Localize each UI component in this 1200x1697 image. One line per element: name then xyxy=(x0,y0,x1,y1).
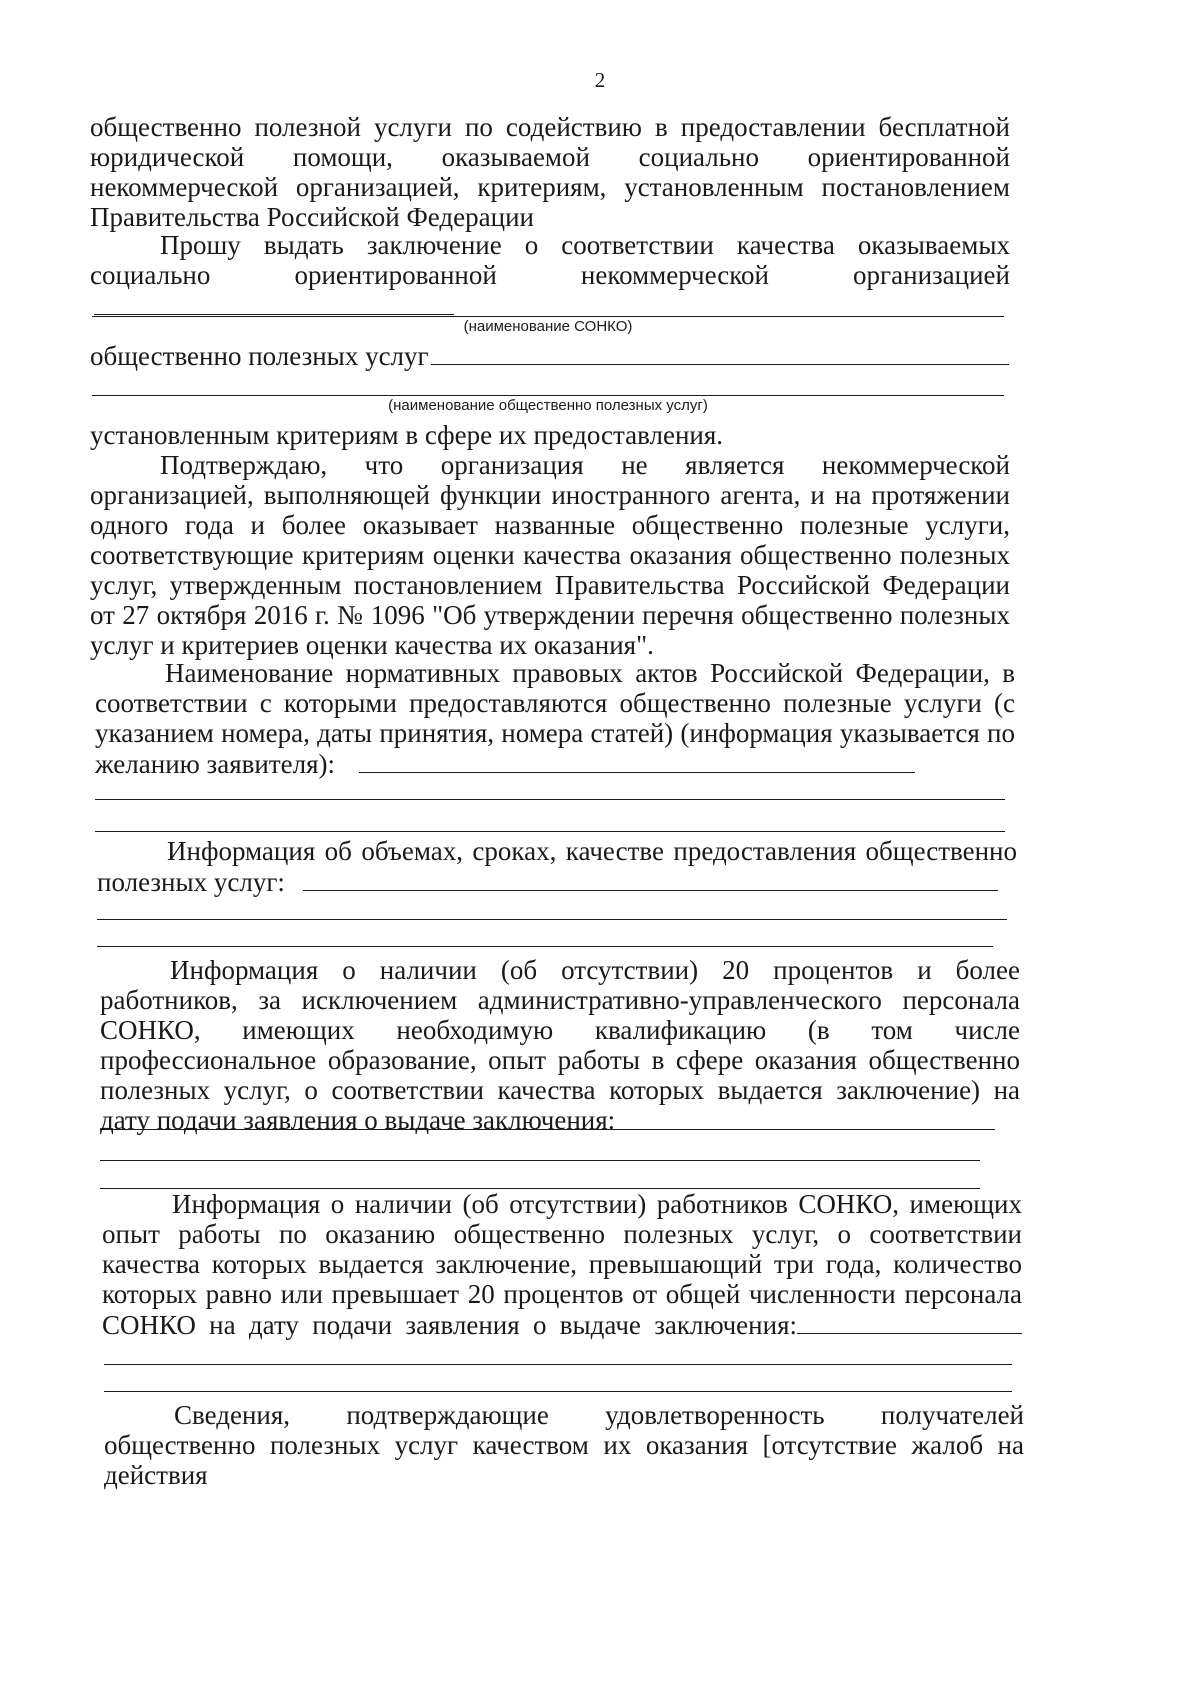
sonko-name-line[interactable] xyxy=(92,316,1004,317)
acts-text: Наименование нормативных правовых актов Российской Федерации, в соответствии с которыми предоставляются общественно полезные услуги (с указанием номера, даты принятия, номера статей) (информация указывается по желанию заявителя): xyxy=(95,658,1015,779)
staff-line-1[interactable] xyxy=(100,1129,995,1130)
experience-text: Информация о наличии (об отсутствии) работников СОНКО, имеющих опыт работы по оказанию общественно полезных услуг, о соответствии качества которых выдается заключение, превышающий три года, количество которых равно или превышает 20 процентов от общей численности персонала СОНКО на дату подачи заявления о выдаче заключения: xyxy=(102,1189,1022,1340)
caption-services: (наименование общественно полезных услуг) xyxy=(388,397,708,414)
volumes-line-1[interactable] xyxy=(97,919,1007,920)
volumes-line-2[interactable] xyxy=(97,946,993,947)
page-number: 2 xyxy=(594,68,606,92)
paragraph-request xyxy=(90,230,1010,321)
sonko-name-field[interactable] xyxy=(94,290,454,315)
paragraph-staff-qualification: Информация о наличии (об отсутствии) 20 процентов и более работников, за исключением административно-управленческого персонала СОНКО, имеющих необходимую квалификацию (в том числе профессиональное образование, опыт работы в сфере оказания общественно полезных услуг, о соответствии качества которых выдается заключение) на дату подачи заявления о выдаче заключения: xyxy=(100,955,1020,1135)
staff-line-2[interactable] xyxy=(100,1160,980,1161)
paragraph-satisfaction: Сведения, подтверждающие удовлетворенность получателей общественно полезных услуг качеством их оказания [отсутствие жалоб на действия xyxy=(104,1400,1024,1490)
paragraph-normative-acts xyxy=(95,658,1015,779)
acts-field[interactable] xyxy=(359,748,915,773)
paragraph-confirmation: Подтверждаю, что организация не является некоммерческой организацией, выполняющей функции иностранного агента, и на протяжении одного года и более оказывает названные общественно полезные услуги, соответствующие критериям оценки качества оказания общественно полезных услуг, утвержденным постановлением Правительства Российской Федерации от 27 октября 2016 г. № 1096 "Об утверждении перечня общественно полезных услуг и критериев оценки качества их оказания". xyxy=(90,450,1010,660)
volumes-text: Информация об объемах, сроках, качестве предоставления общественно полезных услуг: xyxy=(97,836,1017,897)
experience-line-2[interactable] xyxy=(104,1391,1012,1392)
paragraph-staff-experience xyxy=(102,1189,1022,1340)
caption-sonko: (наименование СОНКО) xyxy=(463,318,633,335)
services-field[interactable] xyxy=(431,340,1009,365)
paragraph-intro-continuation: общественно полезной услуги по содействию в предоставлении бесплатной юридической помощи, оказываемой социально ориентированной некоммерческой организацией, критериям, установленным постановлением Правительства Российской Федерации xyxy=(90,112,1010,232)
experience-line-1[interactable] xyxy=(104,1364,1012,1365)
services-name-line[interactable] xyxy=(92,395,1004,396)
experience-field[interactable] xyxy=(797,1309,1022,1334)
request-text: Прошу выдать заключение о соответствии качества оказываемых социально ориентированной некоммерческой организацией xyxy=(90,230,1010,290)
acts-line-1[interactable] xyxy=(95,799,1005,800)
paragraph-volumes xyxy=(97,836,1017,897)
services-label: общественно полезных услуг xyxy=(90,341,429,371)
volumes-field[interactable] xyxy=(303,866,998,891)
criteria-line: установленным критериям в сфере их предоставления. xyxy=(90,420,724,450)
services-line xyxy=(90,340,1010,371)
acts-line-2[interactable] xyxy=(95,831,1005,832)
